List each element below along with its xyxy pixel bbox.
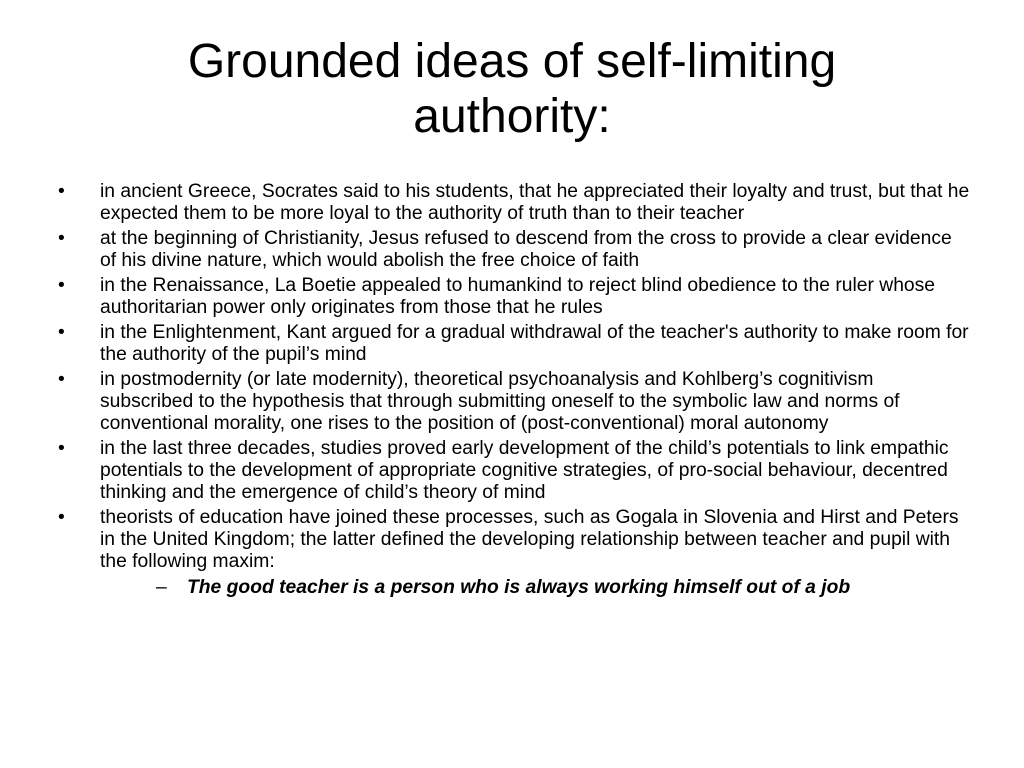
bullet-text: at the beginning of Christianity, Jesus refused to descend from the cross to provide a clear evidence of his divine nature, which would abolish the free choice of faith — [100, 228, 952, 271]
bullet-text: in postmodernity (or late modernity), theoretical psychoanalysis and Kohlberg’s cognitivism subscribed to the hypothesis that through submitting oneself to the symbolic law and norms of conventional morality, one rises to the position of (post-conventional) moral autonomy — [100, 369, 900, 434]
bullet-item-theorists — [58, 507, 970, 599]
bullet-text: in the Enlightenment, Kant argued for a gradual withdrawal of the teacher's authority to make room for the authority of the pupil’s mind — [100, 322, 969, 365]
sub-bullet-maxim — [100, 577, 970, 599]
bullet-item-christianity — [58, 228, 970, 272]
bullet-text: in the Renaissance, La Boetie appealed to humankind to reject blind obedience to the ruler whose authoritarian power only originates from those that he rules — [100, 275, 936, 318]
bullet-marker: • — [58, 181, 65, 202]
bullet-item-postmodernity — [58, 369, 970, 435]
bullet-item-last-three-decades — [58, 438, 970, 504]
bullet-marker: • — [58, 228, 65, 249]
sub-bullet-marker: – — [156, 577, 167, 598]
bullet-text: in the last three decades, studies proved early development of the child’s potentials to link empathic potentials to the development of appropriate cognitive strategies, of pro-social behaviour, decentred thinking and the emergence of child’s theory of mind — [100, 438, 949, 503]
bullet-list — [58, 181, 970, 602]
bullet-text: in ancient Greece, Socrates said to his students, that he appreciated their loyalty and trust, but that he expected them to be more loyal to the authority of truth than to their teacher — [100, 181, 970, 224]
sub-bullet-text: The good teacher is a person who is always working himself out of a job — [187, 577, 851, 598]
bullet-marker: • — [58, 369, 65, 390]
bullet-marker: • — [58, 507, 65, 528]
bullet-marker: • — [58, 438, 65, 459]
bullet-item-enlightenment — [58, 322, 970, 366]
slide-title-line-1: Grounded ideas of self-limiting — [187, 35, 837, 88]
bullet-marker: • — [58, 322, 65, 343]
bullet-marker: • — [58, 275, 65, 296]
slide-title-line-2: authority: — [413, 90, 611, 143]
bullet-item-renaissance — [58, 275, 970, 319]
slide-title — [40, 34, 984, 144]
bullet-text: theorists of education have joined these processes, such as Gogala in Slovenia and Hirst and Peters in the United Kingdom; the latter defined the developing relationship between teacher and pupil with the following maxim: — [100, 507, 959, 572]
bullet-item-socrates — [58, 181, 970, 225]
